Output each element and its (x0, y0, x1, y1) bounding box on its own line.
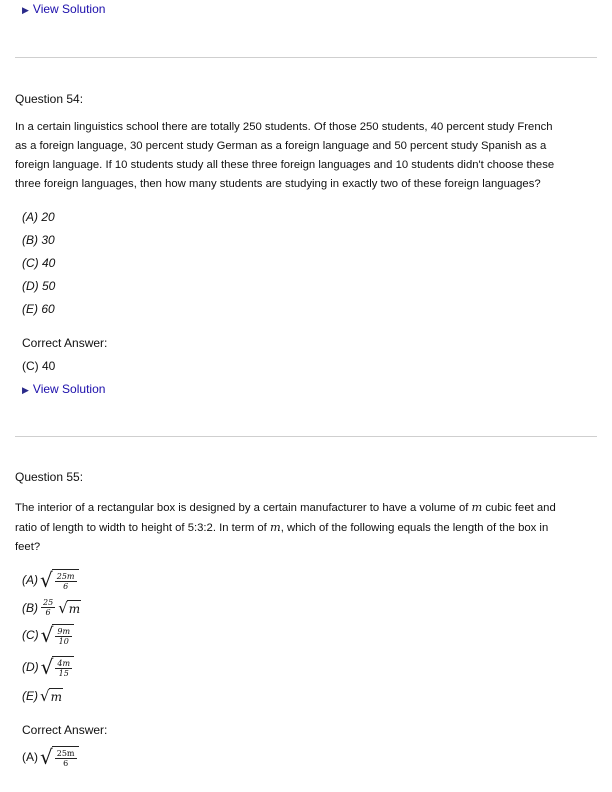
question-text-line: The interior of a rectangular box is designed by a certain manufacturer to have a volume of m cubic feet and (15, 501, 556, 514)
option-c: (C) √ $\frac{9m}{10}$ (22, 624, 74, 646)
question-54-title: Question 54: (15, 92, 84, 106)
sqrt-expression: √ $\frac{25m}{6}$ (40, 569, 79, 591)
option-c: (C) 40 (22, 256, 56, 270)
view-solution-link-54[interactable] (22, 382, 105, 396)
option-b: (B) $\frac{25}{6}$ √ m (22, 598, 81, 617)
expand-triangle-icon: ▶ (22, 385, 29, 395)
option-d: (D) √ $\frac{4m}{15}$ (22, 656, 74, 678)
option-e: (E) 60 (22, 302, 55, 316)
question-55-title: Question 55: (15, 470, 84, 484)
question-text-line: In a certain linguistics school there are totally 250 students. Of those 250 students, 40 percent study French (15, 121, 553, 133)
view-solution-link-top[interactable] (22, 2, 105, 16)
expand-triangle-icon: ▶ (22, 5, 29, 15)
view-solution-label: View Solution (32, 2, 106, 16)
question-54-text (15, 118, 595, 194)
option-a: (A) √ $\frac{25m}{6}$ (22, 569, 79, 591)
correct-answer-value: (C) 40 (22, 359, 56, 373)
correct-answer-label: Correct Answer: (22, 723, 108, 737)
sqrt-expression: √ $\frac{4m}{15}$ (41, 656, 74, 678)
sqrt-expression: √ m (58, 598, 81, 617)
sqrt-expression: √ $\frac{9m}{10}$ (41, 624, 74, 646)
question-text-line: ratio of length to width to height of 5:3:2. In term of m, which of the following equals the length of the box in (15, 521, 549, 534)
option-b: (B) 30 (22, 233, 55, 247)
option-e: (E) √ m (22, 687, 62, 705)
question-55-text (15, 498, 595, 557)
question-text-line: three foreign languages, then how many students are studying in exactly two of these foreign languages? (15, 178, 541, 190)
option-a: (A) 20 (22, 210, 55, 224)
correct-answer-value: (A) √ $\frac{25m}{6}$ (22, 746, 79, 768)
sqrt-expression: √ $\frac{25m}{6}$ (40, 746, 79, 768)
sqrt-expression: √ m (40, 687, 62, 705)
correct-answer-label: Correct Answer: (22, 336, 108, 350)
option-d: (D) 50 (22, 279, 56, 293)
view-solution-label: View Solution (32, 382, 106, 396)
question-text-line: as a foreign language, 30 percent study German as a foreign language and 50 percent study Spanish as a (15, 140, 547, 152)
question-text-line: feet? (15, 541, 41, 553)
question-text-line: foreign language. If 10 students study all these three foreign languages and 10 students didn't choose these (15, 159, 555, 171)
divider (15, 57, 597, 58)
divider (15, 436, 597, 437)
